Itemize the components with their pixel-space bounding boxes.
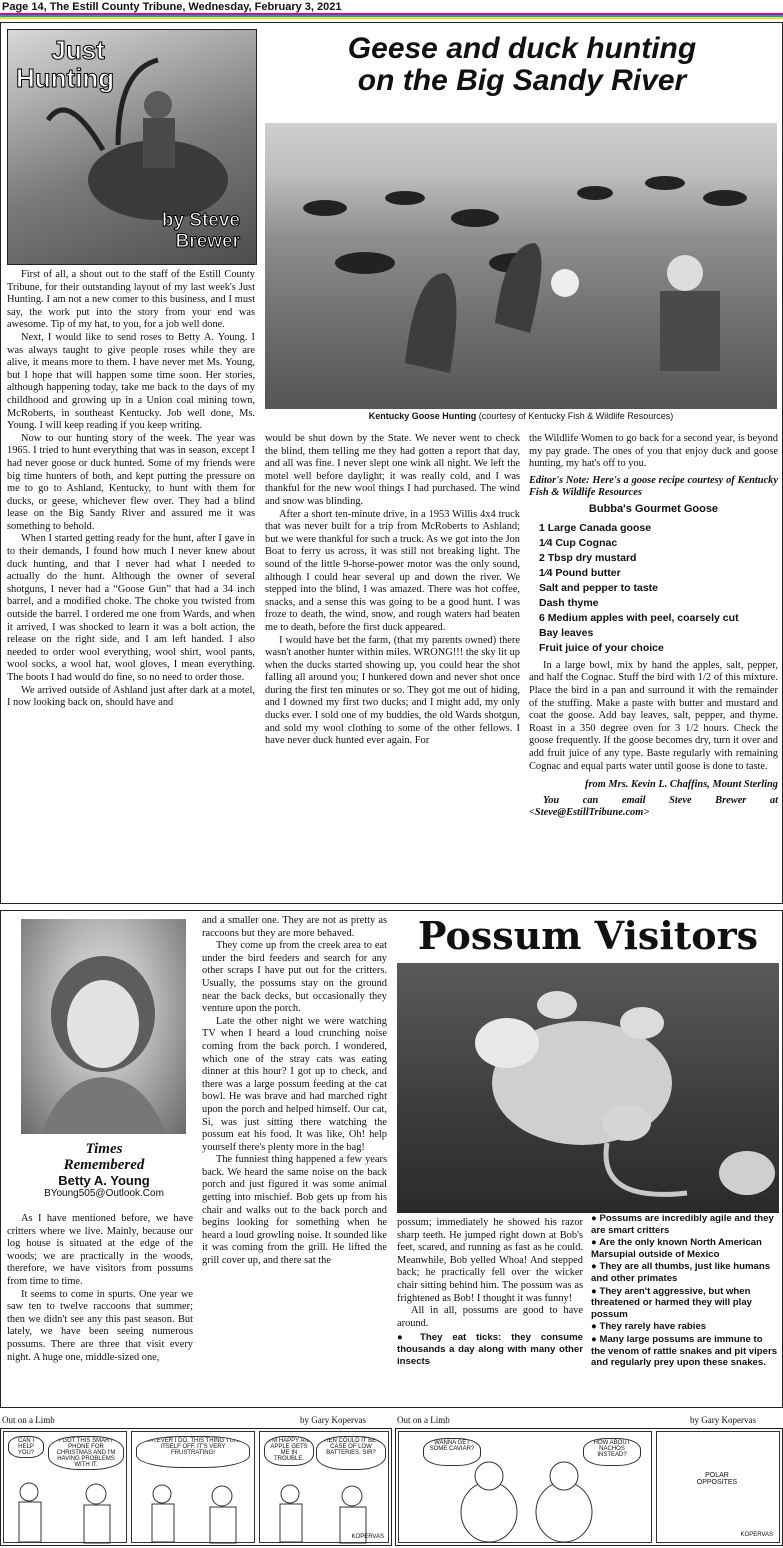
comic-1-title: Out on a Limb	[2, 1415, 55, 1425]
author-portrait-icon	[21, 919, 186, 1134]
recipe-title: Bubba's Gourmet Goose	[588, 502, 719, 515]
header-stripe-yellow	[0, 17, 783, 19]
comic-2-author: by Gary Kopervas	[690, 1415, 756, 1425]
comic-2-caption: POLAR OPPOSITES	[696, 1472, 738, 1486]
byline-logo: by Steve Brewer	[161, 210, 240, 252]
times-remembered-masthead: Times Remembered Betty A. Young BYoung505@Outlook.Com	[9, 1141, 199, 1199]
possum-family-icon	[397, 963, 779, 1213]
possum-column-1: As I have mentioned before, we have critters where we live. Mainly, because our log house is situated at the edge of the woods; we are practically in the woods, therefore, we have visitors from possums from time to time. It seems to come in spurts. One year we saw ten to twelve raccoons that summer; then we didn't see any this past season. But lately, we have been seeing numerous possums. There are three that visit every night. A huge one, middle-sized one,	[7, 1213, 193, 1363]
author-name: Betty A. Young	[58, 1173, 150, 1188]
polar-bears-icon	[399, 1432, 653, 1544]
possum-headline: Possum Visitors	[417, 913, 759, 958]
comic-1-panel-3-figures-icon	[260, 1432, 390, 1544]
editor-note: Editor's Note: Here's a goose recipe courtesy of Kentucky Fish & Wildlife Resources	[529, 474, 778, 498]
comic-1-panel-3: I'M HAPPY AN APPLE GETS ME IN TROUBLE. THEN COULD IT BE A CASE OF LOW BATTERIES, SIR? KOPERVAS	[259, 1431, 389, 1543]
just-hunting-title: Just Hunting	[16, 35, 115, 93]
possum-article	[0, 910, 783, 1408]
ingredient-list: 1 Large Canada goose 1⁄4 Cup Cognac 2 Tbsp dry mustard 1⁄4 Pound butter Salt and pepper to taste Dash thyme 6 Medium apples with peel, coarsely cut Bay leaves Fruit juice of your choice	[539, 521, 739, 654]
goose-decoys-icon	[265, 123, 777, 409]
goose-column-1: First of all, a shout out to the staff of the Estill County Tribune, for their outstanding layout of my last week's Just Hunting. I am not a new comer to this business, and I must say, the work put into the story from your end was awesome. Tip of my hat, to you, for a job well done. Next, I would like to send roses to Betty A. Young. I was always taught to give people roses while they are alive, it means more to them. I have never met Ms. Young, but I hope that will happen some time soon. Her stories, although happening today, take me back to the days of my childhood and growing up in a Union coal mining town, McRoberts, in southeast Kentucky. Job well done, Ms. Young. I will keep reading if you keep writing. Now to our hunting story of the week. The year was 1965. I tried to hunt everything that was in season, except I had never goose or duck hunted. Some of my friends were big time hunters of both, and kept putting the pressure on me to go to Ashland, Kentucky, to hunt with them for ducks, or geese, whichever flew over. They had a blind lease on the Big Sandy River and assured me it was something to behold. When I started getting ready for the hunt, after I gave in to their demands, I found how much I never knew about duck hunting, and that I never had what I needed to actually do the hunt. Although the owner of several shotguns, I never had a “Goose Gun” that had a 34 inch barrel, and a modified choke. The choke you twisted from outside the barrel. I ordered me one from Wards, and when it arrived, I was shocked to learn it was a bolt action, the release on the right side, and I am left handed. I also needed to order wool everything, wool shirt, wool pants, wool socks, a wool hat, wool gloves, I mean everything. The boots I had would do fine, so no need to order those. We arrived outside of Ashland just after dark at a motel, I now looking back on, should have and	[7, 269, 255, 709]
possum-column-3: possum; immediately he showed his razor sharp teeth. He jumped right down at Bob's feet, scared, and running as fast as he could. Meanwhile, Bob yelled Whoa! And stepped back; he practically fell over the wicker chair sitting behind him. The possum was as frightened as Bob! I thought it was funny! All in all, possums are good to have around. ● They eat ticks: they consume thousands a day along with many other insects	[397, 1217, 583, 1367]
ticks-fact: ● They eat ticks: they consume thousands a day along with many other insects	[397, 1332, 583, 1367]
comic-2-title: Out on a Limb	[397, 1415, 450, 1425]
email-note: You can email Steve Brewer at <Steve@EstillTribune.com>	[529, 795, 778, 819]
comic-strip-2	[395, 1428, 783, 1546]
recipe-credit: from Mrs. Kevin L. Chaffins, Mount Sterling	[585, 779, 778, 791]
comic-1-panel-2-figures-icon	[132, 1432, 256, 1544]
goose-photo-caption: Kentucky Goose Hunting (courtesy of Kentucky Fish & Wildlife Resources)	[368, 411, 674, 421]
comic-1-author: by Gary Kopervas	[300, 1415, 366, 1425]
author-email: BYoung505@Outlook.Com	[44, 1188, 164, 1199]
goose-hunting-photo	[265, 123, 777, 409]
comic-1-panel-2: WHATEVER I DO, THIS THING TURNS ITSELF OFF. IT'S VERY FRUSTRATING!	[131, 1431, 255, 1543]
comic-1-panel-1: CAN I HELP YOU? I GOT THIS SMART PHONE FOR CHRISTMAS AND I'M HAVING PROBLEMS WITH IT.	[3, 1431, 127, 1543]
author-photo	[21, 919, 186, 1134]
possum-facts: ● Possums are incredibly agile and they are smart critters ● Are the only known North American Marsupial outside of Mexico ● They are all thumbs, just like humans and other primates ● They aren't aggressive, but when threatened or harmed they will play possum ● They rarely have rabies ● Many large possums are immune to the venom of rattle snakes and pit vipers and regularly prey upon these snakes.	[591, 1213, 778, 1369]
comic-2-panel-1: WANNA GET SOME CAVIAR? HOW ABOUT NACHOS INSTEAD?	[398, 1431, 652, 1543]
recipe-directions: In a large bowl, mix by hand the apples, salt, pepper, and half the Cognac. Stuff the bird with 1/2 of this mixture. Place the bird in a pan and surround it with the remainder of the stuffing. Make a paste with butter and mustard and coat the goose. Add bay leaves, salt, pepper, and thyme. Roast in a 350 degree oven for 3 1/2 hours. Check the goose frequently. If the goose becomes dry, turn it over and add fruit juice of any type. Baste regularly with remaining Cognac and equal parts water until goose is done to taste.	[529, 659, 778, 772]
comic-1-figures-icon	[4, 1432, 128, 1544]
page-header-text: Page 14, The Estill County Tribune, Wednesday, February 3, 2021	[2, 1, 342, 13]
page-header	[0, 0, 783, 18]
possum-photo	[397, 963, 779, 1213]
just-hunting-logo	[7, 29, 257, 265]
comic-2-panel-2: POLAR OPPOSITES KOPERVAS	[656, 1431, 780, 1543]
goose-column-2: would be shut down by the State. We never went to check the blind, them telling me they had gotten a report that day, and all was fine. I never slept one wink all night. We left the motel well before daylight; it was really cold, and I was thankful for the new wool things I had purchased. The wind and snow was blinding. After a short ten-minute drive, in a 1953 Willis 4x4 truck that was never built for a trip from McRoberts to Ashland; but we were thankful for such a truck. As we got into the Jon Boat to ferry us across, it was still not breaking light. The sound of the little 9-horse-power motor was the only sound, although I could hear several up and down the river. We stepped into the blind, I was amazed. There was hot coffee, snacks, and a sense this was going to be a good hunt. I was froze to death, the wind, snow, and rough waters had beaten me to death, before the first duck appeared. I would have bet the farm, (that my parents owned) there wasn't another hunter within miles. WRONG!!! the sky lit up when the ducks started showing up, you could hear the shot falling all around you; I hunkered down and never shot once during the first ten minutes or so. They got me out of hiding, and I downed my first two ducks; and I might add, my only ducks ever. I sold one of my buddies, the old Wards shotgun, and sold my wool clothing to some of the other fellows. I have never duck hunted ever again. For	[265, 433, 520, 747]
goose-headline: Geese and duck hunting on the Big Sandy River	[347, 32, 697, 97]
possum-column-2: and a smaller one. They are not as pretty as raccoons but they are more behaved. They come up from the creek area to eat under the bird feeders and search for any other scraps I have put out for the critters. Usually, the possums stay on the ground near the back decks, but occasionally they venture upon the porch. Late the other night we were watching TV when I heard a loud crunching noise coming from the back porch. I wondered, which one of the stray cats was eating dinner at this hour? I got up to check, and there was a large possum feeding at the cat bowl. He was brave and had marched right upon the porch and helped himself. Our cat, Si, was just sitting there watching the possum eat his food. It was like, Oh! help yourself there's plenty more in the bag! The funniest thing happened a few years back. We heard the same noise on the back porch and just figured it was some animal getting into mischief. Bob gets up from his chair and walks out to the back porch and begins looking for something when he heard a loud growling noise. It sounded like it was coming from the grill. He lifted the grill cover up, and there sat the	[202, 915, 387, 1267]
goose-column-3: the Wildlife Women to go back for a second year, is beyond my pay grade. The ones of you that enjoy duck and goose hunting, my hat's off to you. Editor's Note: Here's a goose recipe courtesy of Kentucky Fish & Wildlife Resources Bubba's Gourmet Goose 1 Large Canada goose 1⁄4 Cup Cognac 2 Tbsp dry mustard 1⁄4 Pound butter Salt and pepper to taste Dash thyme 6 Medium apples with peel, coarsely cut Bay leaves Fruit juice of your choice In a large bowl, mix by hand the apples, salt, pepper, and half the Cognac. Stuff the bird with 1/2 of this mixture. Place the bird in a pan and surround it with the remainder of the stuffing. Make a paste with butter and mustard and coat the goose. Add bay leaves, salt, pepper, and thyme. Roast in a 350 degree oven for 3 1/2 hours. Check the goose frequently. If the goose becomes dry, turn it over and add fruit juice of any type. Baste regularly with remaining Cognac and equal parts water until goose is done to taste. from Mrs. Kevin L. Chaffins, Mount Sterling You can email Steve Brewer at <Steve@EstillTribune.com>	[529, 433, 778, 819]
comic-strip-1	[0, 1428, 392, 1546]
goose-article	[0, 22, 783, 904]
